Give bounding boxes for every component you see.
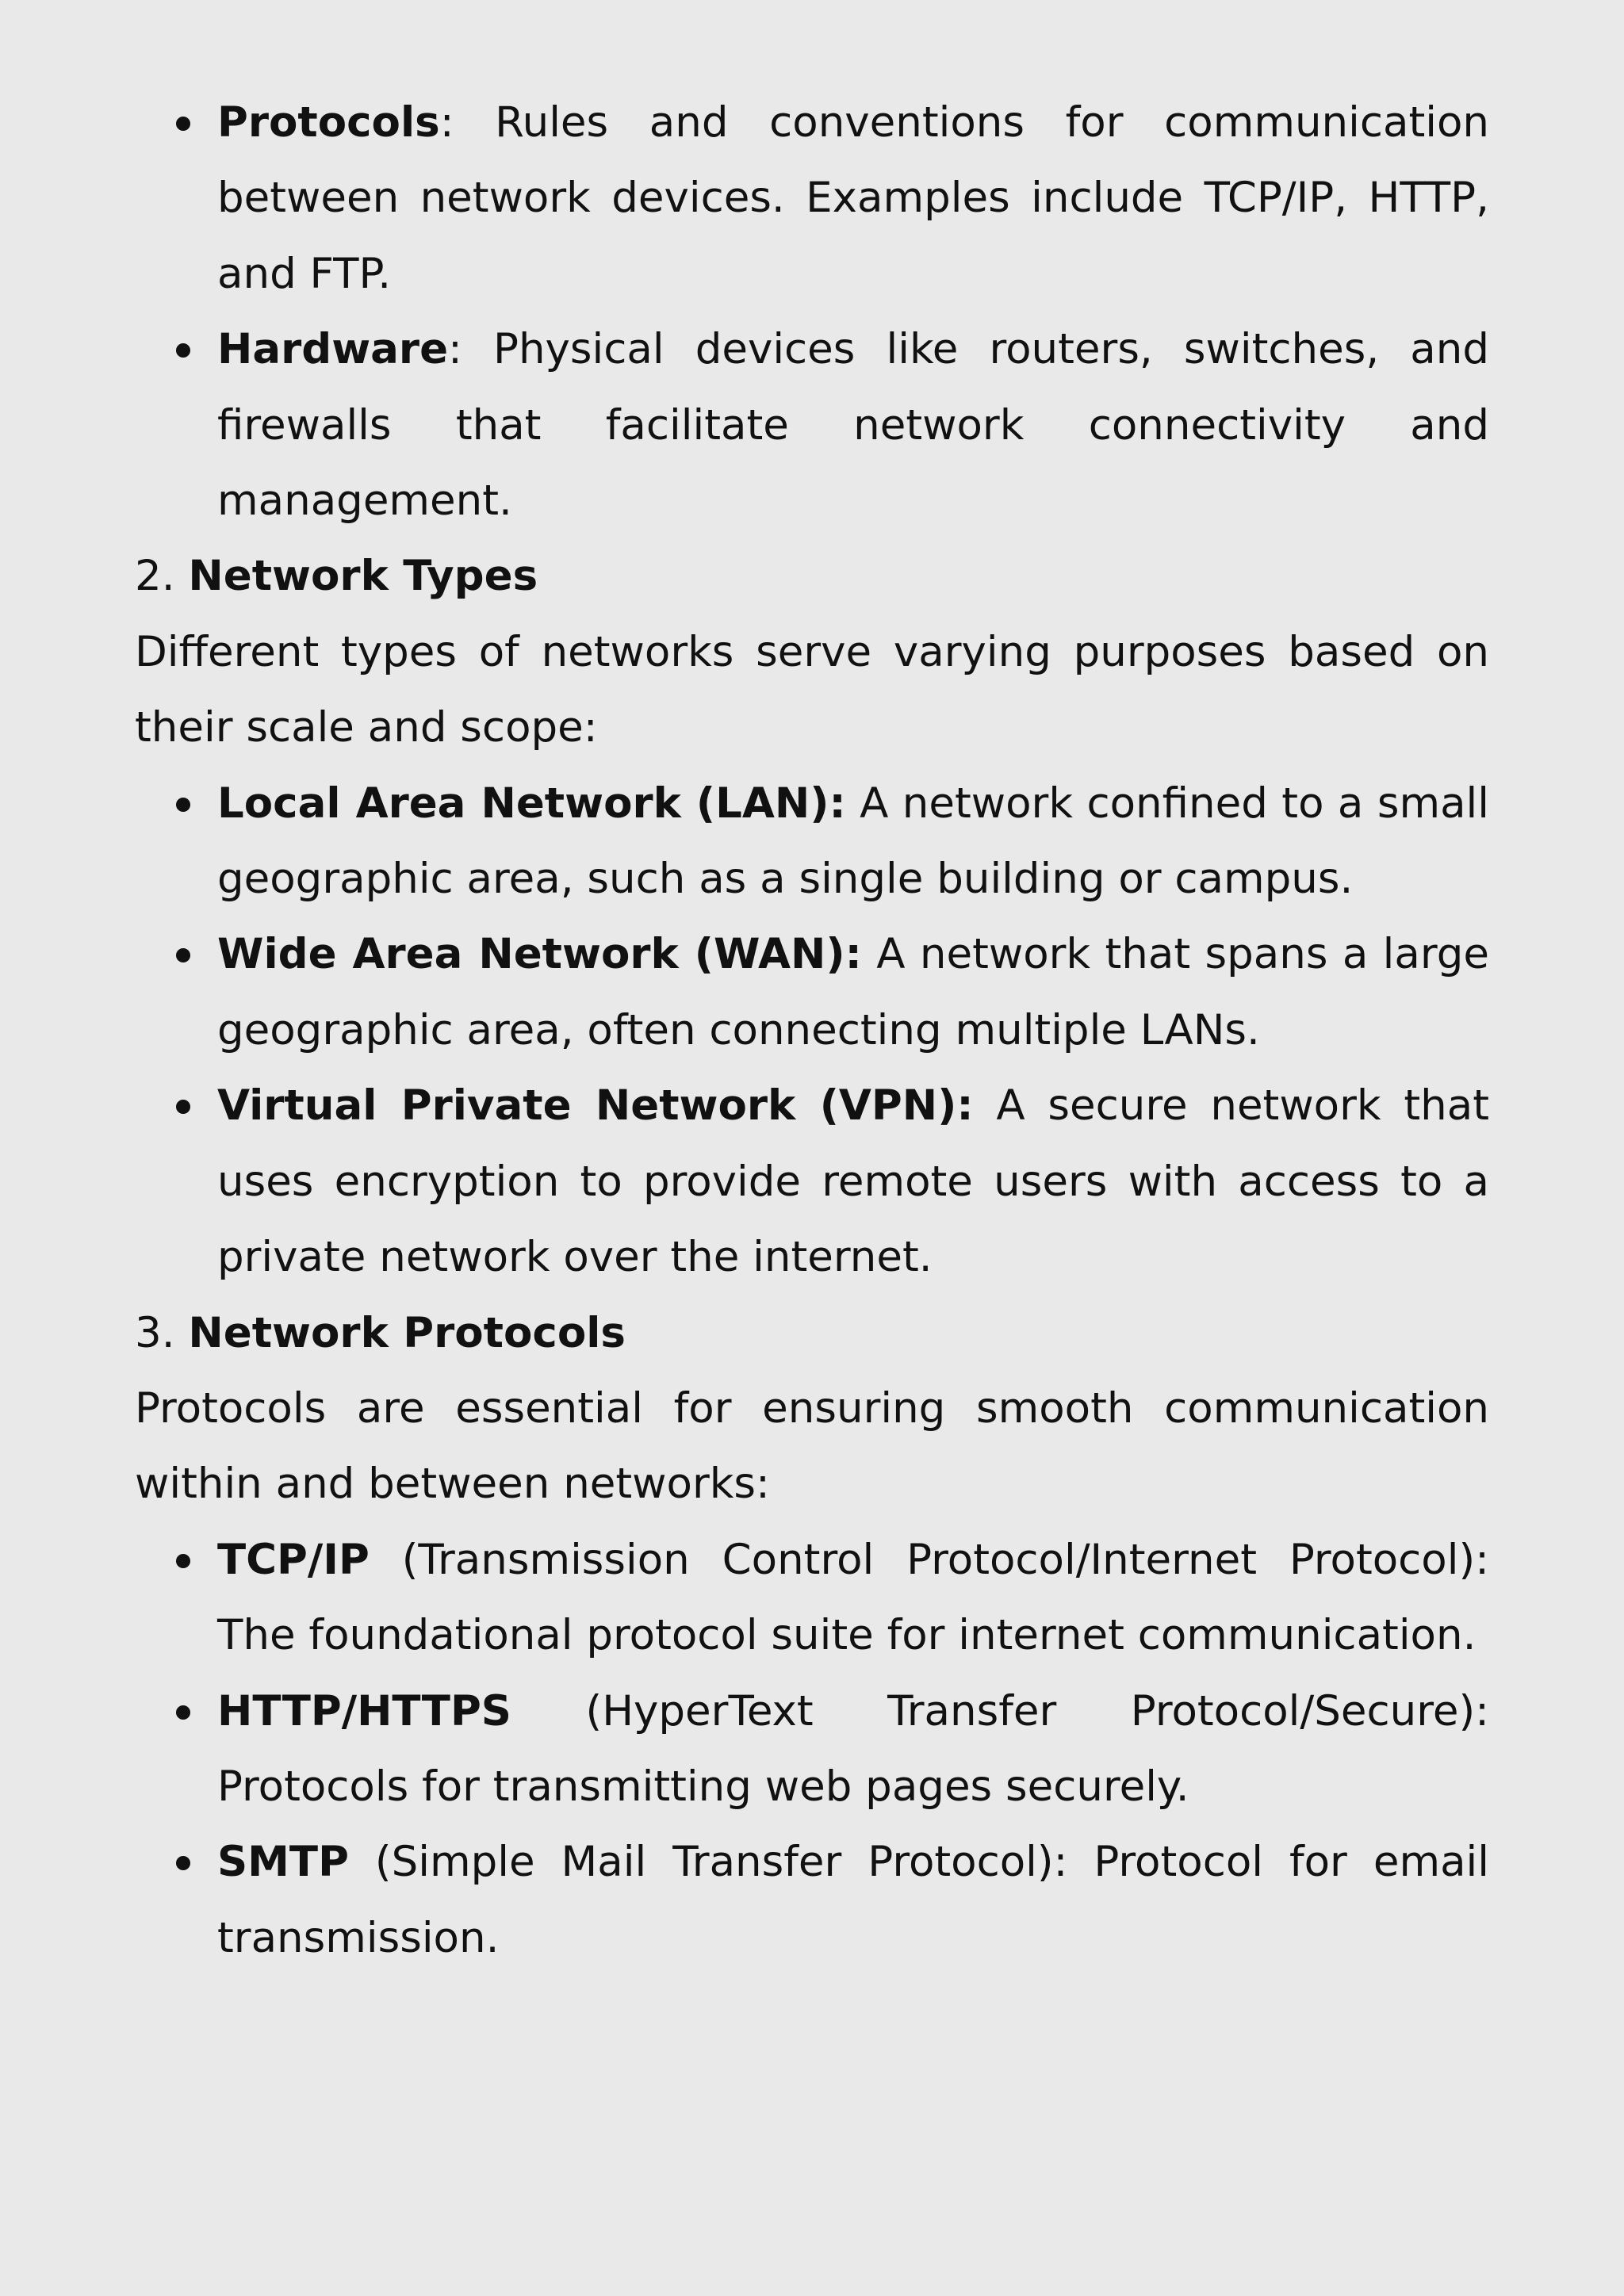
section-title: Network Types [188,552,538,601]
item-text: A secure network that uses encryption to provide remote users with access to a private network over the internet. [217,1081,1489,1282]
bullet-icon [176,948,190,962]
list-item [217,1824,1489,1976]
section-number: 2. [135,552,189,601]
item-text: (Transmission Control Protocol/Internet Protocol): The foundational protocol suite for internet communication. [217,1535,1489,1660]
item-text: (HyperText Transfer Protocol/Secure): Protocols for transmitting web pages securely. [217,1686,1489,1811]
section-number: 3. [135,1308,189,1357]
document-content [135,85,1489,1976]
bullet-icon [176,798,190,812]
item-lead: Wide Area Network (WAN): [217,930,862,979]
item-text: (Simple Mail Transfer Protocol): Protocol for email transmission. [217,1838,1489,1962]
section-heading-network-protocols [135,1295,1489,1371]
list-item [217,1674,1489,1825]
item-text: A network confined to a small geographic area, such as a single building or campus. [217,779,1489,904]
bullet-icon [176,1705,190,1720]
list-item [217,766,1489,917]
item-lead: Hardware [217,325,449,374]
list-item [217,312,1489,538]
list-item [217,916,1489,1068]
bullet-icon [176,117,190,131]
section-title: Network Protocols [188,1308,626,1357]
bullet-icon [176,1554,190,1568]
item-text: A network that spans a large geographic area, often connecting multiple LANs. [217,930,1489,1054]
item-lead: Protocols [217,98,440,147]
bullet-icon [176,1856,190,1870]
item-text: : Rules and conventions for communication between network devices. Examples include TCP/IP, HTTP, and FTP. [217,98,1489,298]
network-protocols-list [135,1522,1489,1976]
bullet-icon [176,343,190,358]
item-lead: Virtual Private Network (VPN): [217,1081,974,1131]
item-lead: HTTP/HTTPS [217,1686,511,1735]
list-item [217,85,1489,312]
item-lead: SMTP [217,1838,349,1887]
item-lead: TCP/IP [217,1535,370,1584]
section-intro: Protocols are essential for ensuring smooth communication within and between networks: [135,1383,1489,1509]
network-types-list [135,766,1489,1295]
list-item [217,1522,1489,1674]
section-heading-network-types [135,538,1489,614]
components-list [135,85,1489,538]
list-item [217,1068,1489,1295]
item-text: : Physical devices like routers, switches, and firewalls that facilitate network connectivity and management. [217,325,1489,526]
bullet-icon [176,1100,190,1114]
item-lead: Local Area Network (LAN): [217,779,846,828]
section-intro: Different types of networks serve varying purposes based on their scale and scope: [135,627,1489,752]
